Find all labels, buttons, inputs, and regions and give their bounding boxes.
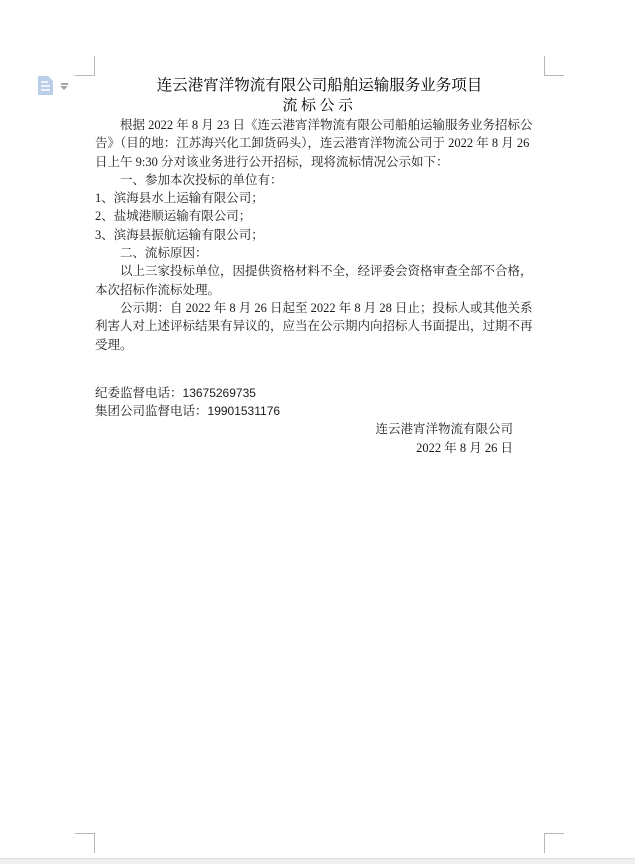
intro-paragraph: 根据 2022 年 8 月 23 日《连云港宵洋物流有限公司船舶运输服务业务招标公告》（目的地：江苏海兴化工卸货码头），连云港宵洋物流公司于 2022 年 8 月 26 日上午 9:30 分对该业务进行公开招标，现将流标情况公示如下： [95, 118, 533, 169]
text-boundary-mark-top-right [544, 56, 564, 76]
group-phone-line [95, 402, 544, 420]
list-item: 2、盐城港顺运输有限公司； [95, 209, 252, 224]
discipline-phone-label: 纪委监督电话： [95, 385, 183, 400]
doc-title: 连云港宵洋物流有限公司船舶运输服务业务项目 [156, 77, 483, 94]
bidder-list [95, 171, 544, 244]
section1-heading: 一、参加本次投标的单位有： [120, 172, 283, 187]
signature-company: 连云港宵洋物流有限公司 [375, 422, 513, 437]
clipboard-paste-icon [38, 76, 53, 95]
contact-block [95, 384, 544, 421]
page-fold-decoration [48, 76, 53, 81]
section2-heading: 二、流标原因： [120, 246, 208, 261]
discipline-phone-number: 13675269735 [182, 385, 256, 400]
doc-subtitle: 流标公示 [282, 98, 357, 114]
paste-options-button[interactable] [38, 76, 68, 95]
notice-paragraph: 公示期：自 2022 年 8 月 26 日起至 2022 年 8 月 28 日止；投标人或其他关系利害人对上述评标结果有异议的，应当在公示期内向招标人书面提出，过期不再受理。 [95, 300, 533, 352]
text-boundary-mark-top-left [75, 56, 95, 76]
discipline-phone-line [95, 384, 544, 402]
list-item: 3、滨海县振航运输有限公司； [95, 227, 264, 242]
signature-date: 2022 年 8 月 26 日 [416, 440, 513, 455]
page-bottom-edge [0, 858, 635, 864]
signature-block [95, 420, 544, 457]
reason-paragraph: 以上三家投标单位，因提供资格材料不全，经评委会资格审查全部不合格，本次招标作流标处理。 [95, 264, 533, 297]
list-item: 1、滨海县水上运输有限公司； [95, 191, 264, 206]
text-boundary-mark-bottom-left [75, 833, 95, 853]
group-phone-label: 集团公司监督电话： [95, 404, 208, 419]
document-body [95, 75, 544, 457]
text-boundary-mark-bottom-right [544, 833, 564, 853]
group-phone-number: 19901531176 [207, 404, 281, 419]
chevron-down-icon[interactable] [60, 83, 68, 90]
